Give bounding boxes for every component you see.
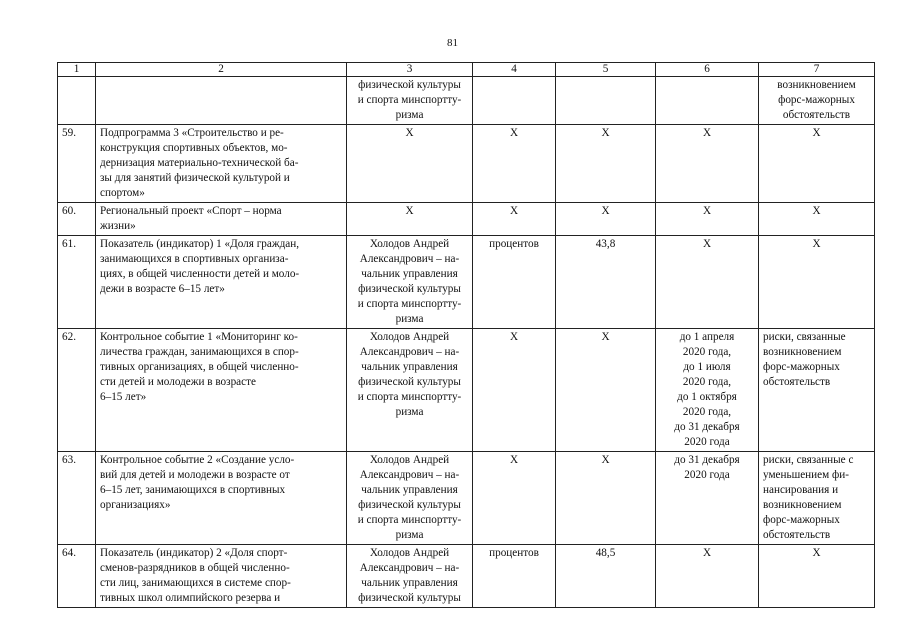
row-risks: Х [759, 236, 875, 329]
page-number: 81 [447, 37, 458, 49]
header-row [58, 63, 875, 77]
row-number [58, 77, 96, 125]
header-cell-4: 4 [473, 63, 556, 77]
row-name: Показатель (индикатор) 1 «Доля граждан, занимающихся в спортивных организа- циях, в общей численности детей и моло- дежи в возрасте 6–15 лет» [96, 236, 347, 329]
row-risks: риски, связанные с уменьшением фи- нансирования и возникновением форс-мажорных обстоятельств [759, 452, 875, 545]
table-row [58, 329, 875, 452]
row-risks: Х [759, 545, 875, 608]
row-number: 63. [58, 452, 96, 545]
row-number: 59. [58, 125, 96, 203]
header-cell-3: 3 [347, 63, 473, 77]
row-unit: процентов [473, 545, 556, 608]
row-name: Контрольное событие 1 «Мониторинг ко- личества граждан, занимающихся в спор- тивных организациях, в общей численно- сти детей и молодежи в возрасте 6–15 лет» [96, 329, 347, 452]
row-number: 60. [58, 203, 96, 236]
row-name [96, 77, 347, 125]
row-responsible: Холодов Андрей Александрович – на- чальник управления физической культуры и спорта минспортту- ризма [347, 452, 473, 545]
table-row [58, 77, 875, 125]
row-period: Х [656, 125, 759, 203]
row-name: Показатель (индикатор) 2 «Доля спорт- сменов-разрядников в общей численно- сти лиц, занимающихся в системе спор- тивных школ олимпийского резерва и [96, 545, 347, 608]
row-unit: Х [473, 203, 556, 236]
header-cell-5: 5 [556, 63, 656, 77]
table-row [58, 236, 875, 329]
row-unit: Х [473, 125, 556, 203]
row-risks: Х [759, 125, 875, 203]
row-value: 43,8 [556, 236, 656, 329]
row-period: до 1 апреля 2020 года, до 1 июля 2020 года, до 1 октября 2020 года, до 31 декабря 2020 года [656, 329, 759, 452]
row-period: Х [656, 203, 759, 236]
row-risks: возникновением форс-мажорных обстоятельств [759, 77, 875, 125]
table-row [58, 452, 875, 545]
header-cell-2: 2 [96, 63, 347, 77]
row-risks: риски, связанные возникновением форс-мажорных обстоятельств [759, 329, 875, 452]
row-name: Контрольное событие 2 «Создание усло- вий для детей и молодежи в возрасте от 6–15 лет, занимающихся в спортивных организациях» [96, 452, 347, 545]
row-number: 64. [58, 545, 96, 608]
row-period [656, 77, 759, 125]
row-value [556, 77, 656, 125]
row-risks: Х [759, 203, 875, 236]
row-value: Х [556, 329, 656, 452]
row-name: Подпрограмма 3 «Строительство и ре- конструкция спортивных объектов, мо- дернизация материально-технической ба- зы для занятий физической культурой и спортом» [96, 125, 347, 203]
row-period: Х [656, 236, 759, 329]
header-cell-1: 1 [58, 63, 96, 77]
row-responsible: Холодов Андрей Александрович – на- чальник управления физической культуры и спорта минспортту- ризма [347, 329, 473, 452]
table-row [58, 203, 875, 236]
row-value: Х [556, 452, 656, 545]
row-responsible: Холодов Андрей Александрович – на- чальник управления физической культуры [347, 545, 473, 608]
row-period: Х [656, 545, 759, 608]
row-unit: Х [473, 452, 556, 545]
row-value: Х [556, 125, 656, 203]
row-value: Х [556, 203, 656, 236]
row-unit [473, 77, 556, 125]
row-period: до 31 декабря 2020 года [656, 452, 759, 545]
row-unit: процентов [473, 236, 556, 329]
row-value: 48,5 [556, 545, 656, 608]
row-name: Региональный проект «Спорт – норма жизни» [96, 203, 347, 236]
row-responsible: Х [347, 125, 473, 203]
row-responsible: физической культуры и спорта минспортту- ризма [347, 77, 473, 125]
row-responsible: Х [347, 203, 473, 236]
row-responsible: Холодов Андрей Александрович – на- чальник управления физической культуры и спорта минспортту- ризма [347, 236, 473, 329]
table-row [58, 125, 875, 203]
header-cell-6: 6 [656, 63, 759, 77]
table-row [58, 545, 875, 608]
row-number: 62. [58, 329, 96, 452]
row-unit: Х [473, 329, 556, 452]
plan-table [57, 62, 875, 608]
row-number: 61. [58, 236, 96, 329]
header-cell-7: 7 [759, 63, 875, 77]
